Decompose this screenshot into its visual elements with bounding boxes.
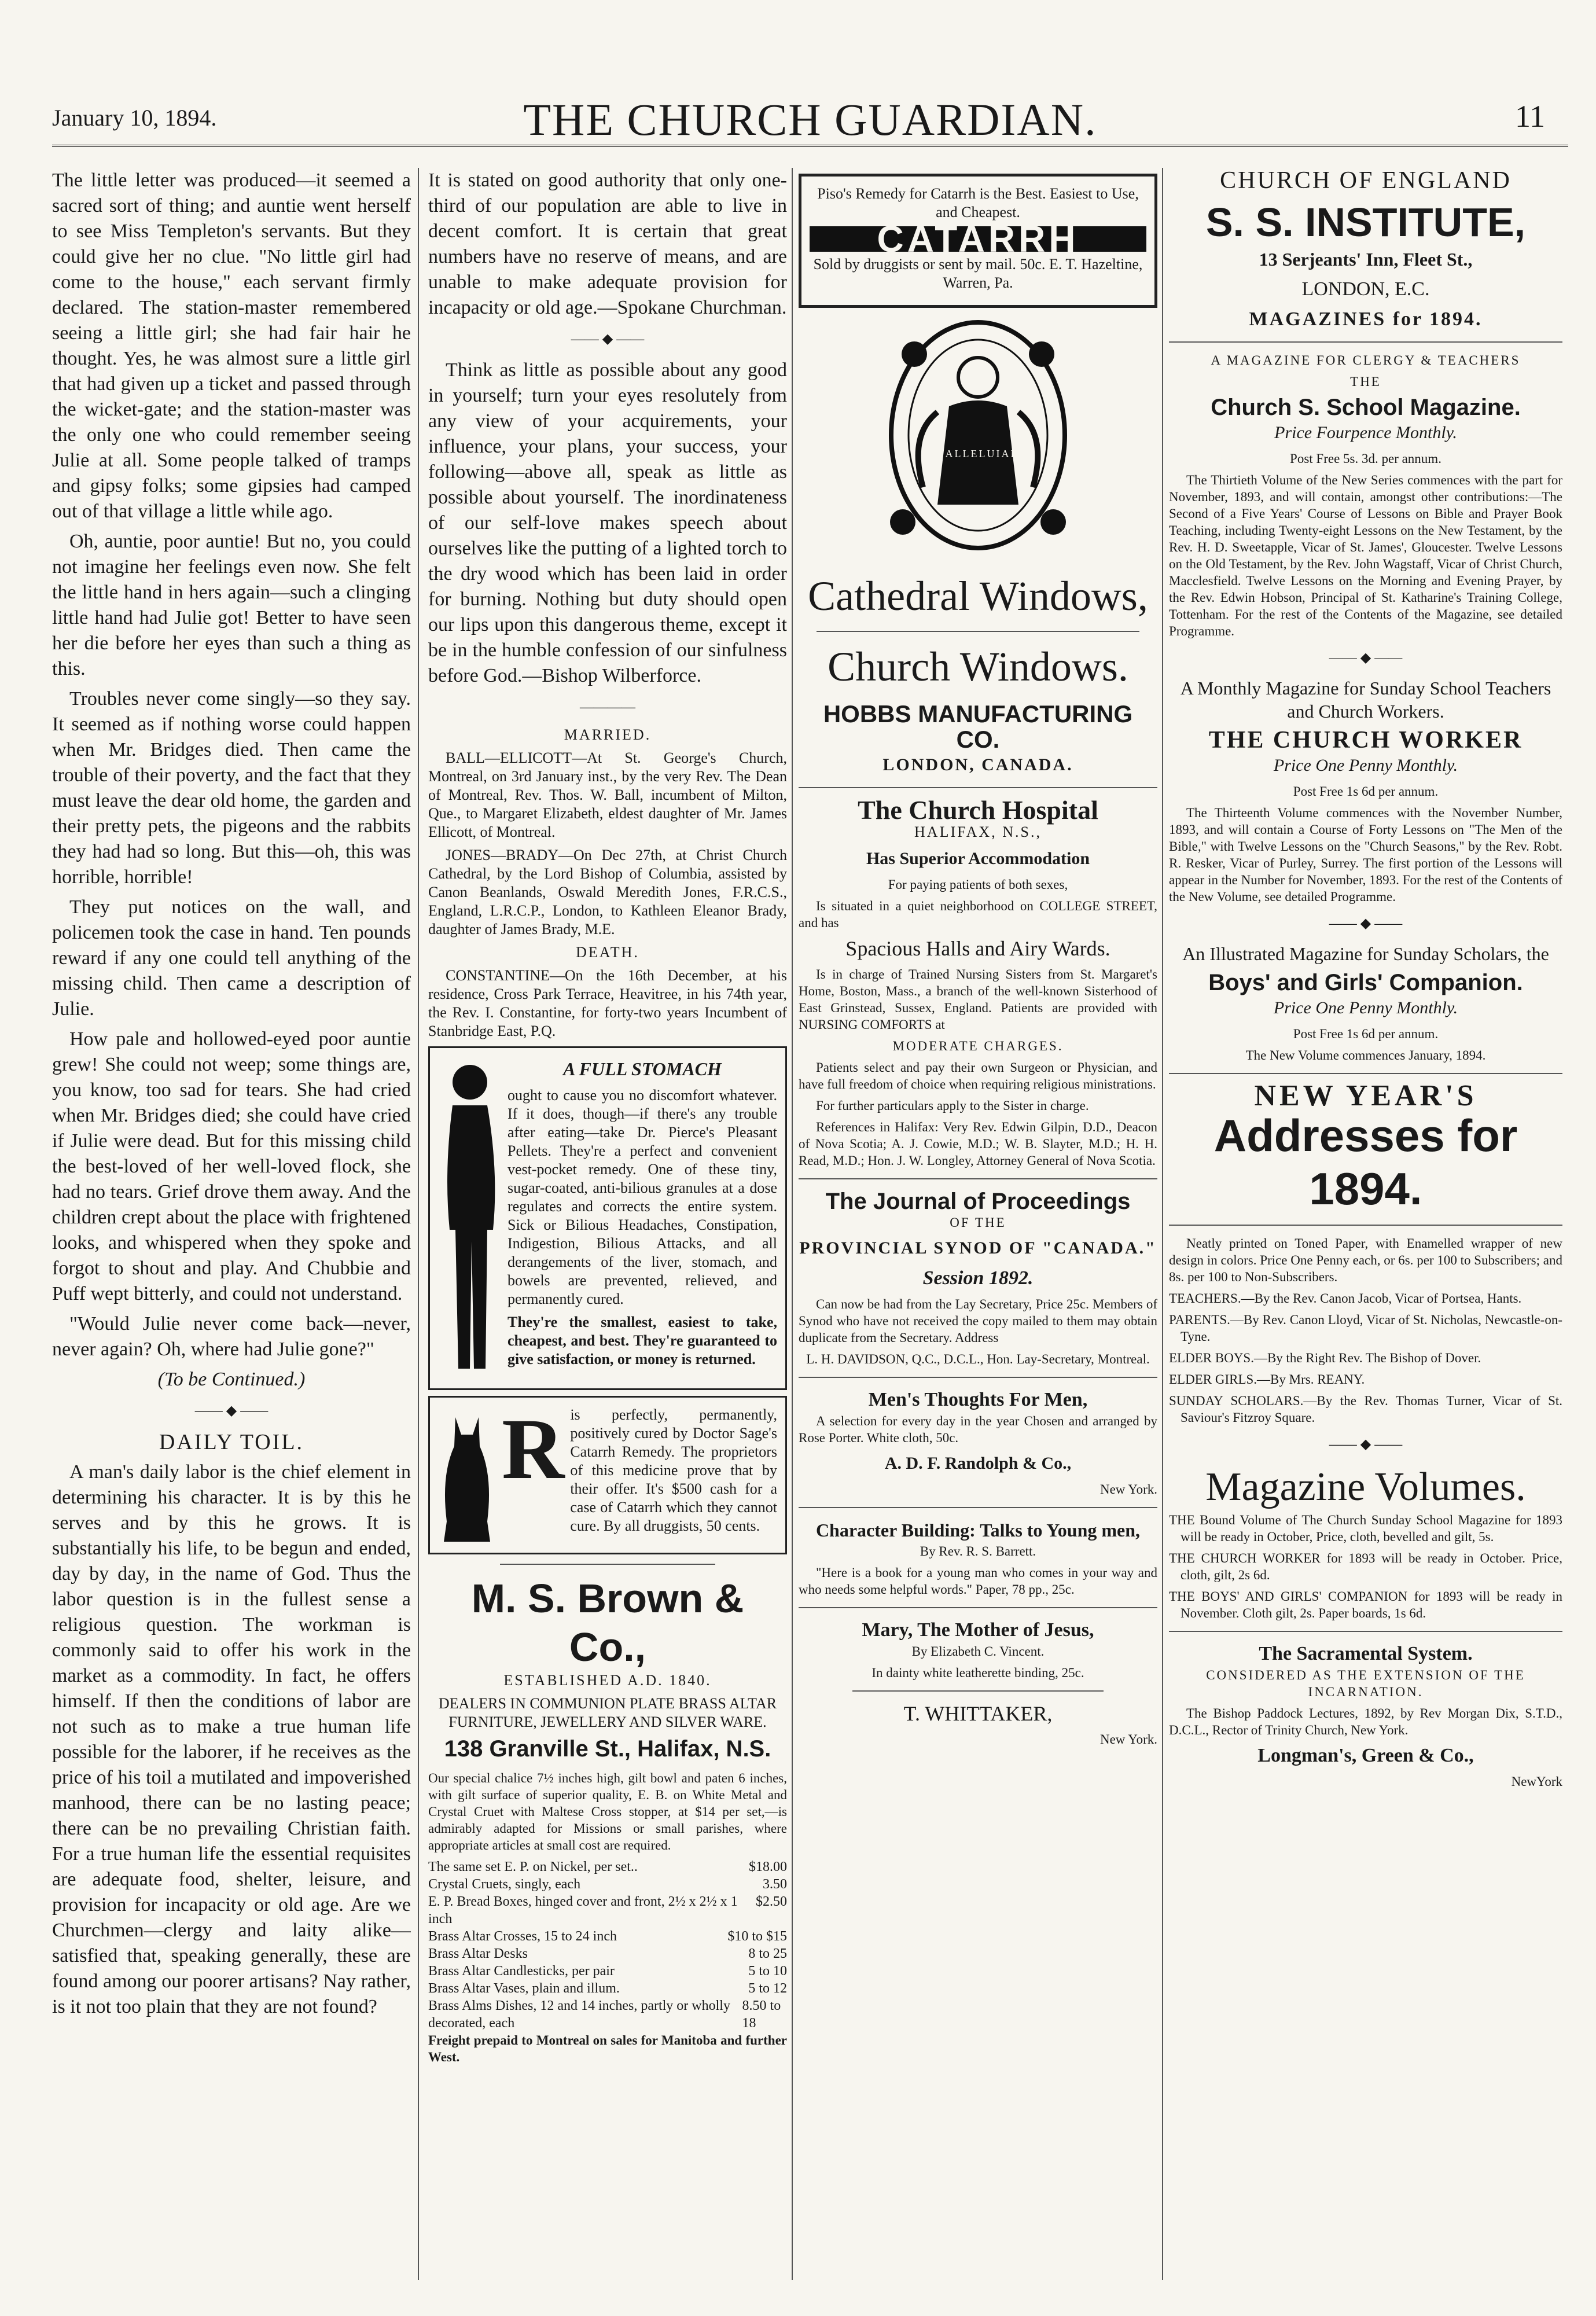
- price-row: [428, 1928, 787, 1945]
- page-number: 11: [1515, 99, 1545, 134]
- price-value: $2.50: [756, 1894, 787, 1909]
- section-title: NEW YEAR'S: [1254, 1079, 1477, 1112]
- divider: [852, 1690, 1104, 1692]
- price-item: The same set E. P. on Nickel, per set..: [428, 1859, 638, 1874]
- journal-address: L. H. DAVIDSON, Q.C., D.C.L., Hon. Lay-Secretary, Montreal.: [806, 1352, 1150, 1366]
- addresses-list: [1169, 1290, 1562, 1426]
- stained-glass-angel-icon: [799, 314, 1157, 557]
- hospital-text: Patients select and pay their own Surgeon or Physician, and have full freedom of choice when requiring religious ministrations.: [799, 1060, 1157, 1091]
- continued-note: (To be Continued.): [157, 1369, 306, 1390]
- journal-session: Session 1892.: [922, 1267, 1034, 1289]
- volume-entry: THE CHURCH WORKER for 1893 will be ready in October. Price, cloth, gilt, 2s 6d.: [1169, 1551, 1562, 1582]
- publisher: Longman's, Green & Co.,: [1257, 1745, 1474, 1766]
- hospital-text: For further particulars apply to the Sister in charge.: [816, 1098, 1089, 1113]
- dealer-line: DEALERS IN COMMUNION PLATE BRASS ALTAR FURNITURE, JEWELLERY AND SILVER WARE.: [438, 1695, 777, 1730]
- hospital-text: Is in charge of Trained Nursing Sisters from St. Margaret's Home, Boston, Mass., a branch of the well-known Sisterhood of East Grinstead, Sussex, England. Patients are provided with NURSING COMFORTS at: [799, 967, 1157, 1032]
- advert-body: Piso's Remedy for Catarrh is the Best. Easiest to Use, and Cheapest.: [817, 185, 1139, 220]
- the-label: THE: [1350, 374, 1381, 389]
- price-item: Brass Alms Dishes, 12 and 14 inches, partly or wholly decorated, each: [428, 1998, 730, 2031]
- advertiser-name: M. S. Brown & Co.,: [471, 1576, 744, 1670]
- column-rule: [1162, 168, 1163, 2280]
- column-3: [799, 168, 1157, 2280]
- magazine-intro: An Illustrated Magazine for Sunday Scholars, the: [1182, 943, 1549, 964]
- publisher-city: New York.: [1099, 1482, 1157, 1497]
- article-body: A man's daily labor is the chief element in determining his character. It is by this he serves and by this he grows. It is substantially his life, to be begun and ended, day by day, in the name of God. Thus the labor question is in the fullest sense a religious question. The workman is commonly said to offer his work in the market as a commodity. In fact, he offers himself. If then the conditions of labor are not such as to make a true human life possible for the laborer, if he receives as the price of his toil a mutilated and impoverished manhood, there can be no lasting peace; there can be no prevailing Christian faith. For a true human life the essential requisites are adequate food, shelter, leisure, and provision for incapacity or old age. Are we Churchmen—clergy and laity alike—satisfied that, speaking generally, these are found among our poorer artisans? Nay rather, is it not too plain that they are not found?: [52, 1461, 411, 2017]
- divider: ————: [580, 700, 635, 715]
- mag-for: A MAGAZINE FOR CLERGY & TEACHERS: [1211, 353, 1521, 367]
- price-row: [428, 1858, 787, 1876]
- price-row: [428, 1997, 787, 2032]
- journal-body: Can now be had from the Lay Secretary, Price 25c. Members of Synod who have not received the copy mailed to them may obtain duplicate from the Secretary. Address: [799, 1297, 1157, 1345]
- magazine-post: Post Free 1s 6d per annum.: [1293, 1027, 1439, 1041]
- freight-note: Freight prepaid to Montreal on sales for Manitoba and further West.: [428, 2033, 787, 2064]
- established: ESTABLISHED A.D. 1840.: [503, 1672, 712, 1689]
- divider: [1169, 1073, 1562, 1074]
- story-paragraph: Troubles never come singly—so they say. It seemed as if nothing worse could happen when Mr. Bridges died. Then came the trouble of their poverty, and the fact that they must leave the dear old home, the garden and their pretty pets, the pigeons and the rabbits they had had so long. But this—oh, this was horrible, horrible!: [52, 688, 411, 888]
- hospital-charges: MODERATE CHARGES.: [892, 1039, 1064, 1053]
- hospital-text: References in Halifax: Very Rev. Edwin Gilpin, D.D., Deacon of Nova Scotia; A. J. Cowie, M.D.; W. B. Slayter, M.D.; H. H. Read, M.D.; Hon. J. W. Longley, Attorney General of Nova Scotia.: [799, 1120, 1157, 1168]
- magazine-post: Post Free 1s 6d per annum.: [1293, 784, 1439, 799]
- hospital-subtitle: Has Superior Accommodation: [866, 849, 1090, 868]
- banner-text: HALLELUIAH: [936, 448, 1020, 459]
- org-name: CHURCH OF ENGLAND: [1220, 168, 1512, 194]
- advert-headline: Church Windows.: [828, 644, 1128, 690]
- story-paragraph: "Would Julie never come back—never, never again? Oh, where had Julie gone?": [52, 1313, 411, 1360]
- book-body: A selection for every day in the year Chosen and arranged by Rose Porter. White cloth, 50c.: [799, 1414, 1157, 1445]
- divider: [799, 1607, 1157, 1608]
- advert-body: Our special chalice 7½ inches high, gilt bowl and paten 6 inches, with gilt surface of superior quality, E. B. on White Metal and Crystal Cruet with Maltese Cross stopper, at $14 per set,—is admirably adapted for Missions or small parishes, where appropriate articles at small cost are required.: [428, 1771, 787, 1852]
- org-city: LONDON, E.C.: [1301, 278, 1430, 300]
- price-row: [428, 1962, 787, 1980]
- price-value: 5 to 10: [748, 1964, 787, 1979]
- book-title: The Sacramental System.: [1259, 1643, 1473, 1664]
- company-name: HOBBS MANUFACTURING CO.: [823, 700, 1133, 753]
- magazine-price: Price One Penny Monthly.: [1273, 756, 1458, 775]
- section-title: DEATH.: [576, 944, 639, 961]
- price-value: 5 to 12: [748, 1981, 787, 1996]
- address-entry: TEACHERS.—By the Rev. Canon Jacob, Vicar of Portsea, Hants.: [1169, 1291, 1522, 1306]
- volumes-list: [1169, 1512, 1562, 1622]
- magazine-intro: A Monthly Magazine for Sunday School Teachers and Church Workers.: [1180, 678, 1551, 722]
- address: 138 Granville St., Halifax, N.S.: [444, 1736, 771, 1762]
- notice: BALL—ELLICOTT—At St. George's Church, Montreal, on 3rd January inst., by the very Rev. The Dean of Montreal, Rev. Thos. W. Ball, incumbent of Milton, Que., to Margaret Elizabeth, eldest daughter of Mr. James Ellicott, of Montreal.: [428, 749, 787, 840]
- price-row: [428, 1893, 787, 1928]
- publisher: T. WHITTAKER,: [903, 1702, 1053, 1725]
- addresses-body: Neatly printed on Toned Paper, with Enamelled wrapper of new design in colors. Price One Penny each, or 6s. per 100 to Subscribers; and 8s. per 100 to Non-Subscribers.: [1169, 1236, 1562, 1284]
- volume-entry: THE BOYS' AND GIRLS' COMPANION for 1893 will be ready in November. Cloth gilt, 2s. Paper boards, 1s 6d.: [1169, 1589, 1562, 1620]
- divider: —— ◆ ——: [1329, 1437, 1403, 1452]
- price-item: Brass Altar Crosses, 15 to 24 inch: [428, 1929, 617, 1944]
- divider: [1169, 1225, 1562, 1226]
- book-body: The Bishop Paddock Lectures, 1892, by Rev Morgan Dix, S.T.D., D.C.L., Rector of Trinity Church, New York.: [1169, 1706, 1562, 1737]
- advert-body: ought to cause you no discomfort whatever. If it does, though—if there's any trouble after eating—take Dr. Pierce's Pleasant Pellets. They're a perfect and convenient vest-pocket remedy. One of these tiny, sugar-coated, anti-bilious granules at a dose regulates and corrects the entire system. Sick or Bilious Headaches, Constipation, Indigestion, Bilious Attacks, and all derangements of the liver, stomach, and bowels are prevented, relieved, and permanently cured.: [508, 1087, 777, 1307]
- divider: —— ◆ ——: [571, 332, 645, 347]
- article-body: Think as little as possible about any good in yourself; turn your eyes resolutely from any view of your acquirements, your influence, your plans, your success, your following—above all, speak as little as possible about yourself. The inordinateness of our self-love makes speech about ourselves like the putting of a lighted torch to the dry wood which has been laid in order for burning. Nothing but duty should open our lips upon this dangerous theme, except it be in the humble confession of our sinfulness before God.—Bishop Wilberforce.: [428, 359, 787, 686]
- price-row: [428, 1980, 787, 1997]
- catarrh-banner: CATARRH: [810, 226, 1146, 252]
- price-value: $10 to $15: [727, 1929, 787, 1944]
- magazine-body: The Thirtieth Volume of the New Series commences with the part for November, 1893, and will contain, amongst other contributions:—The Second of a Five Years' Course of Lessons on Bible and Prayer Book Teaching, including Twenty-eight Lessons on the New Testament, by the Rev. H. D. Sweetapple, Vicar of St. James', Gloucester. Twelve Lessons on the Old Testament, by the Rev. John Wagstaff, Vicar of Christ Church, Macclesfield. Twelve Lessons on the Morning and Evening Prayer, by the Rev. Edwin Hobson, Principal of St. Katharine's Training College, Tottenham. For the rest of the Contents of the Magazine, see detailed Programme.: [1169, 473, 1562, 638]
- hospital-city: HALIFAX, N.S.,: [914, 824, 1042, 840]
- advert-body: is perfectly, permanently, positively cured by Doctor Sage's Catarrh Remedy. The proprietors of this medicine prove that by their offer. It's $500 cash for a case of Catarrh which they cannot cure. By all druggists, 50 cents.: [570, 1406, 777, 1534]
- notice: CONSTANTINE—On the 16th December, at his residence, Cross Park Terrace, Heavitree, in his 74th year, the Rev. I. Constantine, for forty-two years Incumbent of Stanbridge East, P.Q.: [428, 967, 787, 1039]
- org-title: S. S. INSTITUTE,: [1205, 200, 1526, 245]
- advert-headline: Cathedral Windows,: [808, 573, 1148, 619]
- divider: [500, 1564, 715, 1565]
- journal-title: The Journal of Proceedings: [825, 1189, 1131, 1214]
- advert-headline: A FULL STOMACH: [563, 1058, 722, 1079]
- story-paragraph: Oh, auntie, poor auntie! But no, you could not imagine her feelings even now. She felt the little hand in hers again—such a clinging little hand had Julie got! Better to have seen her die before her eyes than such a thing as this.: [52, 531, 411, 679]
- sage-advert: [428, 1396, 787, 1554]
- price-value: 3.50: [763, 1877, 787, 1892]
- publisher-city: New York.: [1099, 1732, 1157, 1747]
- journal-synod: PROVINCIAL SYNOD OF "CANADA.": [799, 1238, 1157, 1258]
- article-body: It is stated on good authority that only one-third of our population are able to live in decent comfort. It is certain that great numbers have no reserve of means, and are unable to make adequate provision for incapacity or old age.—Spokane Churchman.: [428, 170, 787, 318]
- book-title: Mary, The Mother of Jesus,: [862, 1619, 1094, 1641]
- price-item: E. P. Bread Boxes, hinged cover and front, 2½ x 2½ x 1 inch: [428, 1894, 738, 1927]
- divider: [1169, 341, 1562, 343]
- article-title: DAILY TOIL.: [159, 1430, 304, 1454]
- price-item: Brass Altar Desks: [428, 1946, 528, 1961]
- price-item: Brass Altar Vases, plain and illum.: [428, 1981, 620, 1996]
- divider: [799, 1507, 1157, 1508]
- magazine-post: Post Free 5s. 3d. per annum.: [1290, 451, 1441, 466]
- magazine-body: The Thirteenth Volume commences with the November Number, 1893, and will contain a Course of Forty Lessons on "The Men of the Bible," with Twelve Lessons on the "Church Seasons," by the Rev. Robt. R. Resker, Vicar of Purley, Surrey. The first portion of the Lessons will appear in the Number for November, 1893. For the rest of the Contents of the New Volume, see detailed Programme.: [1169, 806, 1562, 904]
- story-paragraph: How pale and hollowed-eyed poor auntie grew! She could not weep; some things are, you know, too sad for tears. She had cried when Mr. Bridges died; she could have cried if Julie were dead. But for this missing child the best-loved of her well-loved flock, she had no tears. Grief drove them away. And the children crept about the place with frightened looks, and whispered when they spoke and forgot to shout and play. And Chubbie and Puff wept bitterly, and could not understand.: [52, 1028, 411, 1304]
- magazine-title: Boys' and Girls' Companion.: [1208, 970, 1523, 995]
- book-body: "Here is a book for a young man who comes in your way and who needs some helpful words." Paper, 78 pp., 25c.: [799, 1565, 1157, 1597]
- drop-cap: R: [502, 1401, 565, 1497]
- newspaper-title: THE CHURCH GUARDIAN.: [523, 94, 1097, 145]
- column-rule: [418, 168, 419, 2280]
- cat-silhouette-icon: [438, 1406, 496, 1545]
- masthead: [52, 81, 1568, 147]
- book-body: In dainty white leatherette binding, 25c.: [871, 1666, 1084, 1680]
- volume-entry: THE Bound Volume of The Church Sunday School Magazine for 1893 will be ready in October, Price, cloth, bevelled and gilt, 5s.: [1169, 1513, 1562, 1544]
- price-item: Crystal Cruets, singly, each: [428, 1877, 581, 1892]
- book-title: Men's Thoughts For Men,: [868, 1389, 1088, 1410]
- org-address: 13 Serjeants' Inn, Fleet St.,: [1259, 249, 1473, 270]
- divider: —— ◆ ——: [194, 1403, 269, 1418]
- piso-advert: [799, 174, 1157, 308]
- divider: [799, 1377, 1157, 1378]
- address-entry: ELDER BOYS.—By the Right Rev. The Bishop of Dover.: [1169, 1351, 1481, 1365]
- hospital-text: Is situated in a quiet neighborhood on COLLEGE STREET, and has: [799, 899, 1157, 930]
- advert-body: Sold by druggists or sent by mail. 50c. E. T. Hazeltine, Warren, Pa.: [813, 256, 1143, 291]
- column-2: [428, 168, 787, 2280]
- price-row: [428, 1876, 787, 1893]
- price-row: [428, 1945, 787, 1962]
- hospital-text: For paying patients of both sexes,: [888, 877, 1068, 892]
- divider: [817, 631, 1139, 632]
- price-value: $18.00: [749, 1859, 787, 1874]
- issue-date: January 10, 1894.: [52, 105, 217, 131]
- publisher: A. D. F. Randolph & Co.,: [884, 1454, 1072, 1473]
- magazine-title: Church S. School Magazine.: [1211, 395, 1521, 420]
- book-title: Character Building: Talks to Young men,: [815, 1520, 1141, 1541]
- advert-tail: They're the smallest, easiest to take, cheapest, and best. They're guaranteed to give satisfaction, or money is returned.: [508, 1314, 777, 1367]
- book-subtitle: CONSIDERED AS THE EXTENSION OF THE INCARNATION.: [1206, 1668, 1525, 1699]
- divider: [799, 787, 1157, 788]
- address-entry: ELDER GIRLS.—By Mrs. REANY.: [1169, 1372, 1365, 1387]
- section-title: MARRIED.: [564, 726, 652, 743]
- man-silhouette-icon: [438, 1056, 502, 1380]
- divider: [1169, 1631, 1562, 1632]
- divider: —— ◆ ——: [1329, 650, 1403, 666]
- address-entry: SUNDAY SCHOLARS.—By the Rev. Thomas Turner, Vicar of St. Saviour's Fitzroy Square.: [1169, 1394, 1562, 1425]
- book-author: By Elizabeth C. Vincent.: [911, 1644, 1045, 1659]
- price-list: [428, 1858, 787, 2032]
- divider: [799, 1178, 1157, 1179]
- hospital-halls: Spacious Halls and Airy Wards.: [845, 937, 1110, 960]
- column-4: [1169, 168, 1562, 2280]
- address-entry: PARENTS.—By Rev. Canon Lloyd, Vicar of St. Nicholas, Newcastle-on-Tyne.: [1169, 1313, 1562, 1344]
- pierce-advert: [428, 1046, 787, 1390]
- price-value: 8.50 to 18: [742, 1998, 781, 2031]
- section-title: MAGAZINES for 1894.: [1249, 308, 1483, 330]
- notice: JONES—BRADY—On Dec 27th, at Christ Church Cathedral, by the Lord Bishop of Columbia, assisted by Canon Beanlands, Oswald Meredith Jones, F.R.C.S., England, L.R.C.P., London, to Kathleen Eleanor Brady, daughter of James Brady, M.E.: [428, 847, 787, 938]
- hospital-title: The Church Hospital: [858, 795, 1098, 825]
- magazine-price: Price One Penny Monthly.: [1273, 998, 1458, 1017]
- journal-of: OF THE: [950, 1215, 1006, 1230]
- publisher-city: NewYork: [1511, 1774, 1562, 1789]
- story-paragraph: The little letter was produced—it seemed a sacred sort of thing; and auntie went herself to see Miss Templeton's servants. But they could give her no clue. "No little girl had come to the house," each servant firmly declared. The station-master remembered seeing a little girl; she had fair hair he thought. Yes, he was almost sure a little girl that had given up a ticket and passed through the wicket-gate; and the station-master was the only one who could remember seeing Julie at all. Some people talked of tramps and gipsy folks; some gipsies had camped out of that village a little while ago.: [52, 170, 411, 522]
- column-rule: [792, 168, 793, 2280]
- section-headline: Magazine Volumes.: [1205, 1465, 1526, 1509]
- divider: —— ◆ ——: [1329, 916, 1403, 931]
- magazine-volume: The New Volume commences January, 1894.: [1245, 1048, 1486, 1063]
- magazine-title: THE CHURCH WORKER: [1208, 727, 1523, 753]
- price-item: Brass Altar Candlesticks, per pair: [428, 1964, 615, 1979]
- company-city: LONDON, CANADA.: [882, 755, 1073, 774]
- section-headline: Addresses for 1894.: [1213, 1110, 1518, 1214]
- magazine-price: Price Fourpence Monthly.: [1274, 423, 1457, 442]
- price-value: 8 to 25: [748, 1946, 787, 1961]
- column-1: [52, 168, 411, 2280]
- book-author: By Rev. R. S. Barrett.: [920, 1544, 1036, 1558]
- story-paragraph: They put notices on the wall, and policemen took the case in hand. Ten pounds reward if any one could tell anything of the missing child. Then came a description of Julie.: [52, 896, 411, 1020]
